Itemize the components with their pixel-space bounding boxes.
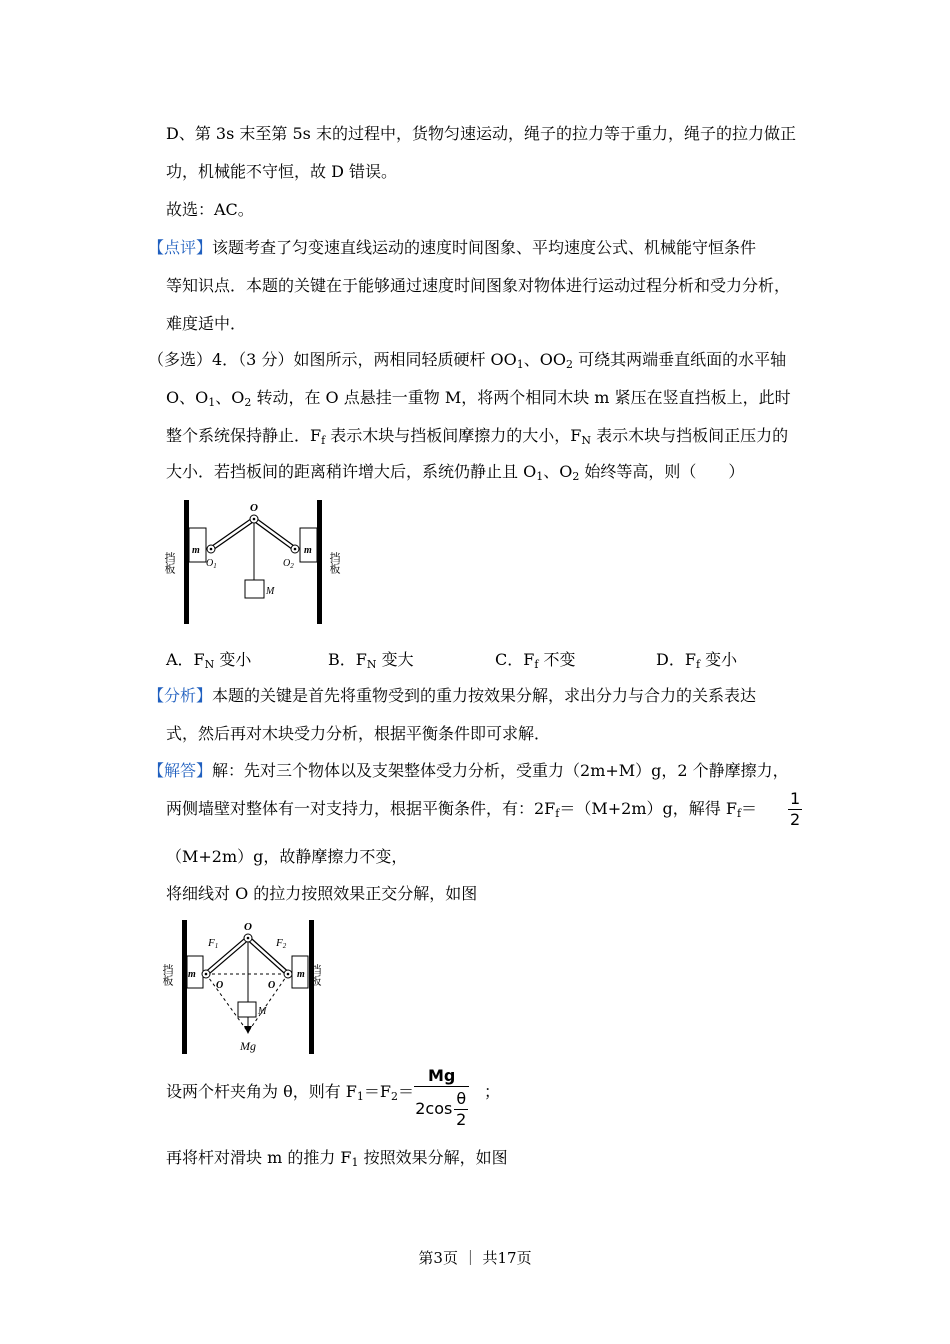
solution-line5-end: ； — [484, 1082, 501, 1101]
analysis-line2: 式，然后再对木块受力分析，根据平衡条件即可求解． — [166, 724, 551, 743]
fig1-board-left: 挡板 — [163, 552, 175, 574]
fig2-label-M: M — [258, 1006, 267, 1017]
fig2-label-Mg: Mg — [240, 1039, 256, 1053]
prev-answer: 故选：AC。 — [166, 200, 254, 219]
prev-d-line2: 功，机械能不守恒，故 D 错误。 — [166, 162, 398, 181]
fig1-label-m-left: m — [192, 545, 200, 556]
fig1-label-m-right: m — [304, 545, 312, 556]
question-stem-line1: （多选）4．（3 分）如图所示，两相同轻质硬杆 $OO_1$、$OO_2$ 可绕其两端垂直纸面的水平轴 — [148, 350, 787, 371]
comment-line3: 难度适中． — [166, 314, 247, 333]
solution-line4: 将细线对 O 的拉力按照效果正交分解，如图 — [166, 884, 478, 903]
question-stem-line4: 大小．若挡板间的距离稍许增大后，系统仍静止且 $O_1$、$O_2$ 始终等高，则（ ） — [166, 462, 745, 483]
fig2-label-O2: O — [268, 980, 276, 991]
analysis-tag: 【分析】 — [148, 686, 213, 705]
fig2-board-right: 挡板 — [309, 964, 321, 986]
comment-tag: 【点评】 — [148, 238, 213, 257]
comment-line1: 【点评】该题考查了匀变速直线运动的速度时间图象、平均速度公式、机械能守恒条件 — [148, 238, 757, 257]
question-stem-line3: 整个系统保持静止．$F_f$ 表示木块与挡板间摩擦力的大小，$F_N$ 表示木块与挡板间正压力的 — [166, 426, 789, 447]
fig2-label-F2: F2 — [276, 937, 287, 950]
fig2-label-m-left: m — [188, 969, 196, 980]
solution-line3: （M+2m）g，故静摩擦力不变， — [166, 847, 408, 866]
solution-tag: 【解答】 — [148, 761, 213, 780]
fig1-label-O2: $O_2$ — [283, 558, 294, 570]
fig1-label-O1: $O_1$ — [206, 558, 217, 570]
option-b[interactable]: B．$F_N$ 变大 — [328, 650, 414, 671]
solution-line6: 再将杆对滑块 m 的推力 $F_1$ 按照效果分解，如图 — [166, 1148, 508, 1169]
analysis-line1: 【分析】本题的关键是首先将重物受到的重力按效果分解，求出分力与合力的关系表达 — [148, 686, 757, 705]
fig1-board-right: 挡板 — [328, 552, 340, 574]
prev-d-line1: D、第 3s 末至第 5s 末的过程中，货物匀速运动，绳子的拉力等于重力，绳子的拉力做正 — [166, 124, 796, 143]
fig2-label-m-right: m — [297, 969, 305, 980]
option-d[interactable]: D．$F_f$ 变小 — [656, 650, 738, 671]
fig2-label-O1: O — [216, 980, 224, 991]
question-stem-line2: O、$O_1$、$O_2$ 转动，在 O 点悬挂一重物 M，将两个相同木块 m 紧压在竖直挡板上，此时 — [166, 388, 791, 409]
fig1-label-M: M — [266, 586, 275, 597]
page-footer: 第3页 ｜ 共17页 — [418, 1249, 532, 1267]
solution-line1: 【解答】解：先对三个物体以及支架整体受力分析，受重力（2m+M）g，2 个静摩擦力， — [148, 761, 789, 780]
option-a[interactable]: A．$F_N$ 变小 — [166, 650, 252, 671]
fraction-mg-over-2cos: Mg 2cos $\frac{\theta}{2}$ — [414, 1066, 469, 1131]
question-figure — [164, 496, 354, 626]
fig2-label-F1: F1 — [208, 937, 219, 950]
fig2-board-left: 挡板 — [161, 964, 173, 986]
solution-line2: 两侧墙壁对整体有一对支持力，根据平衡条件，有：$2F_f=(M+2m)g$，解得 $F_f=$ — [166, 799, 758, 820]
solution-line5: 设两个杆夹角为 θ，则有 $F_1=F_2=$ — [166, 1082, 415, 1103]
option-c[interactable]: C．$F_f$ 不变 — [495, 650, 576, 671]
comment-line2: 等知识点．本题的关键在于能够通过速度时间图象对物体进行运动过程分析和受力分析， — [166, 276, 791, 295]
fig1-label-O: O — [250, 502, 258, 514]
fraction-one-half: $\frac{1}{2}$ — [790, 789, 801, 829]
fig2-label-O: O — [244, 921, 252, 933]
force-decomposition-figure — [161, 916, 324, 1056]
